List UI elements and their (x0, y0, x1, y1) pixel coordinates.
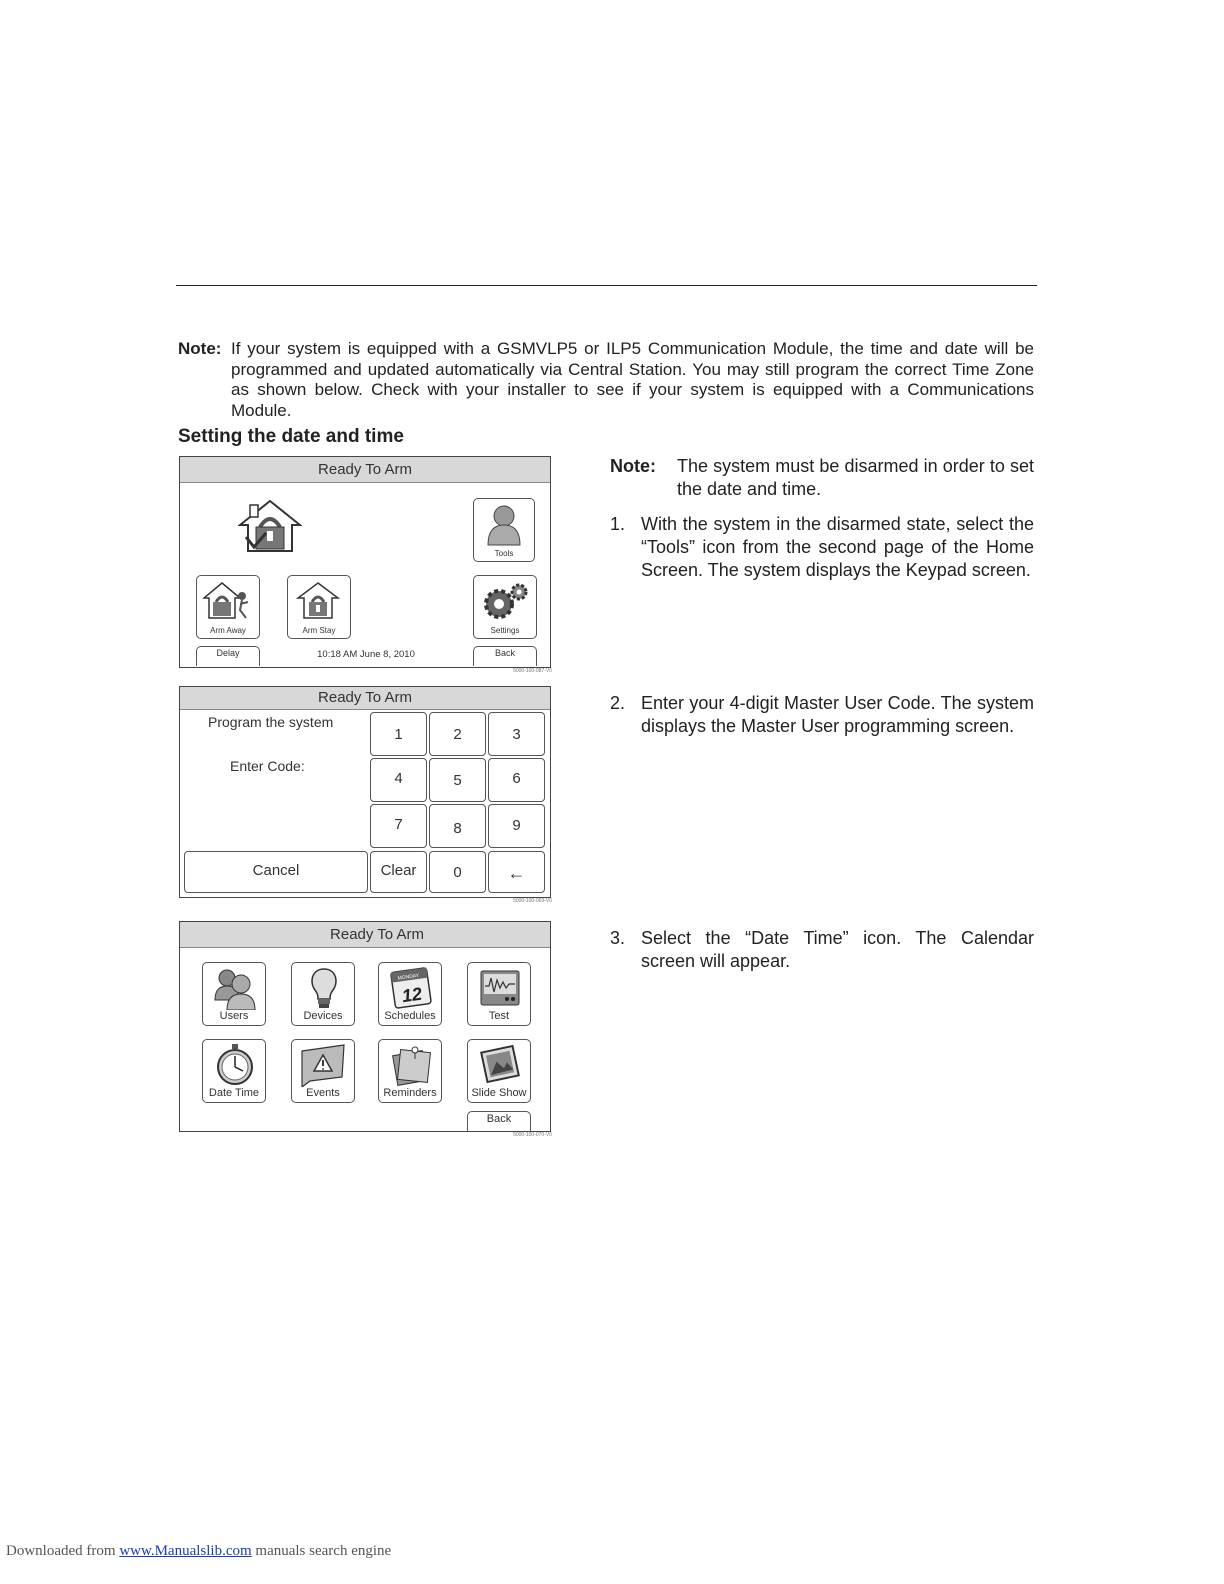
step-text: Enter your 4-digit Master User Code. The system displays the Master User programming screen. (641, 693, 1034, 736)
screen-header: Ready To Arm (180, 922, 550, 948)
step-number: 3. (610, 928, 626, 948)
footer (6, 1543, 391, 1560)
picture-icon (478, 1043, 522, 1087)
calendar-icon (389, 966, 433, 1010)
slide-show-button[interactable] (467, 1039, 531, 1103)
key-8[interactable]: 8 (429, 804, 486, 848)
date-time-button[interactable] (202, 1039, 266, 1103)
key-6[interactable]: 6 (488, 758, 545, 802)
note-right-text: The system must be disarmed in order to set the date and time. (677, 456, 1034, 499)
figure-code: 5000-100-070-V0 (513, 1132, 552, 1138)
keypad-screen (179, 686, 551, 898)
delay-button[interactable] (196, 646, 260, 666)
date-time-label: Date Time (208, 1087, 260, 1099)
figure-code: 5000-100-069-V0 (513, 898, 552, 904)
step-1 (610, 513, 1034, 582)
events-button[interactable] (291, 1039, 355, 1103)
house-status-icon (238, 497, 302, 560)
pinned-note-icon (389, 1043, 433, 1087)
test-label: Test (488, 1010, 510, 1022)
arm-stay-button[interactable] (287, 575, 351, 639)
step-3 (610, 927, 1034, 973)
home-screen (179, 456, 551, 668)
settings-label: Settings (490, 626, 520, 635)
schedules-label: Schedules (384, 1010, 436, 1022)
note-right-label: Note: (610, 456, 656, 476)
key-5[interactable]: 5 (429, 758, 486, 802)
users-button[interactable] (202, 962, 266, 1026)
screen-header: Ready To Arm (180, 457, 550, 483)
arm-stay-label: Arm Stay (302, 626, 336, 635)
footer-suffix: manuals search engine (255, 1543, 392, 1559)
person-icon (482, 503, 526, 547)
status-datetime: 10:18 AM June 8, 2010 (317, 649, 415, 660)
section-title: Setting the date and time (178, 426, 404, 447)
back-label: Back (486, 1113, 512, 1125)
house-lock-icon (202, 580, 252, 620)
schedules-button[interactable] (378, 962, 442, 1026)
monitor-icon (478, 966, 522, 1010)
key-1[interactable]: 1 (370, 712, 427, 756)
back-label: Back (494, 648, 515, 658)
step-2 (610, 692, 1034, 738)
key-2[interactable]: 2 (429, 712, 486, 756)
note-text: If your system is equipped with a GSMVLP5 or ILP5 Communication Module, the time and date will be programmed and updated automatically via Central Station. You may still program the correct Time Zone as shown below. Check with your installer to see if your system is equipped with a Communications Module. (231, 339, 1034, 420)
manualslib-link[interactable]: www.Manualslib.com (119, 1543, 252, 1559)
events-label: Events (306, 1087, 340, 1099)
gear-icon (481, 580, 529, 624)
arm-away-button[interactable] (196, 575, 260, 639)
house-lock-icon (296, 580, 340, 620)
screen-header: Ready To Arm (180, 687, 550, 710)
back-button[interactable] (473, 646, 537, 666)
enter-code-label: Enter Code: (230, 758, 305, 774)
clear-button[interactable]: Clear (370, 851, 427, 893)
arm-away-label: Arm Away (210, 626, 246, 635)
calendar-month: MONDAY (397, 972, 420, 982)
backspace-button[interactable]: ← (488, 851, 545, 893)
back-button[interactable] (467, 1111, 531, 1131)
cancel-button[interactable]: Cancel (184, 851, 368, 893)
tools-label: Tools (494, 549, 514, 558)
step-number: 2. (610, 693, 626, 713)
key-0[interactable]: 0 (429, 851, 486, 893)
figure-code: 5000-100-087-V0 (513, 668, 552, 674)
lightbulb-icon (302, 966, 346, 1010)
step-text: With the system in the disarmed state, select the “Tools” icon from the second page of the Home Screen. The system displays the Keypad screen. (641, 514, 1034, 580)
key-7[interactable]: 7 (370, 804, 427, 848)
step-number: 1. (610, 514, 626, 534)
devices-label: Devices (303, 1010, 343, 1022)
key-3[interactable]: 3 (488, 712, 545, 756)
tools-button[interactable] (473, 498, 535, 562)
calendar-day: 12 (400, 983, 424, 1007)
reminders-button[interactable] (378, 1039, 442, 1103)
note-right (610, 455, 1034, 501)
devices-button[interactable] (291, 962, 355, 1026)
horizontal-rule (176, 285, 1037, 286)
note-label: Note: (178, 339, 222, 358)
test-button[interactable] (467, 962, 531, 1026)
alert-flag-icon (298, 1043, 348, 1087)
settings-button[interactable] (473, 575, 537, 639)
delay-label: Delay (216, 648, 240, 658)
program-prompt: Program the system (208, 714, 334, 730)
footer-prefix: Downloaded from (6, 1543, 116, 1559)
key-4[interactable]: 4 (370, 758, 427, 802)
slide-show-label: Slide Show (471, 1087, 527, 1099)
users-label: Users (219, 1010, 249, 1022)
stopwatch-icon (213, 1043, 257, 1087)
note-top (178, 339, 1034, 421)
reminders-label: Reminders (383, 1087, 437, 1099)
key-9[interactable]: 9 (488, 804, 545, 848)
tools-screen (179, 921, 551, 1132)
users-icon (213, 966, 257, 1010)
step-text: Select the “Date Time” icon. The Calendar screen will appear. (641, 928, 1034, 971)
